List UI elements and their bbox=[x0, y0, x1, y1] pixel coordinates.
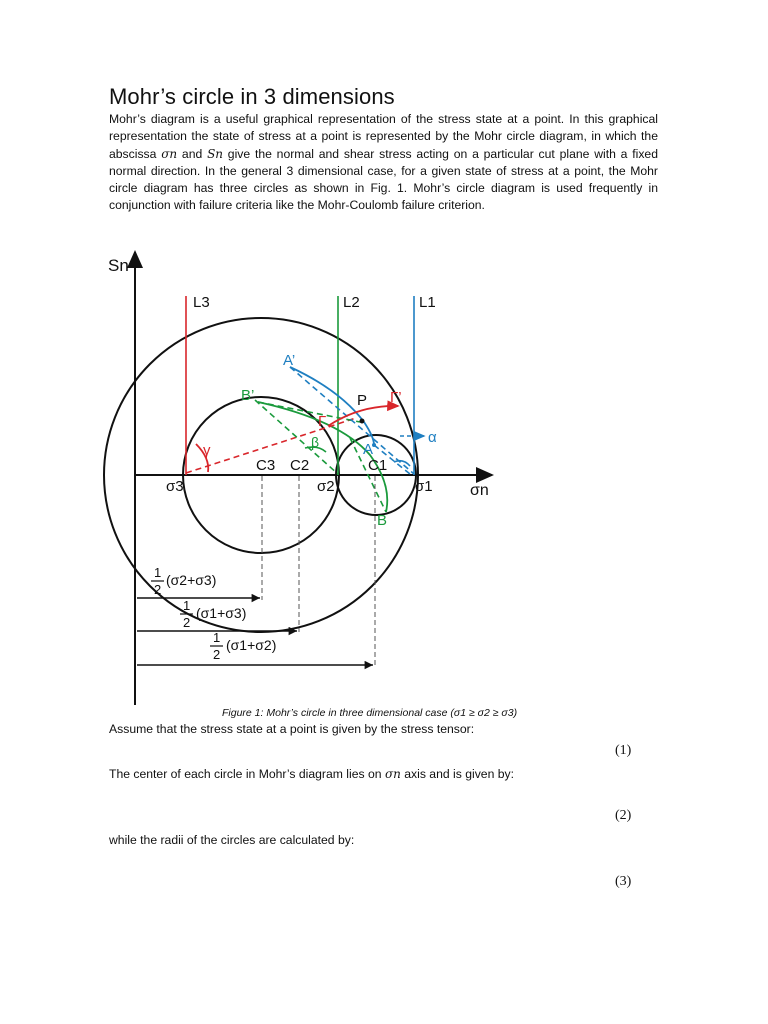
dimension-label-1 bbox=[151, 565, 216, 597]
label-P: P bbox=[357, 392, 368, 409]
dashed-green-line-2 bbox=[258, 402, 360, 422]
label-sigma1: σ1 bbox=[415, 478, 433, 495]
fraction-numerator: 1 bbox=[154, 565, 162, 580]
x-axis-label: σn bbox=[470, 482, 489, 499]
mohr-diagram bbox=[0, 240, 768, 710]
label-C3: C3 bbox=[256, 457, 276, 474]
angle-alpha-arc bbox=[394, 461, 410, 466]
center-text-1: The center of each circle in Mohr’s diagram lies on bbox=[109, 767, 385, 781]
equation-number-3: (3) bbox=[615, 874, 632, 889]
label-B: B bbox=[377, 512, 388, 529]
equation-number-2: (2) bbox=[615, 808, 632, 823]
dimension-expression-1: (σ2+σ3) bbox=[166, 572, 217, 588]
sigma-n-symbol: σn bbox=[161, 146, 178, 161]
intro-paragraph bbox=[109, 111, 658, 215]
label-C2: C2 bbox=[290, 457, 310, 474]
label-sigma2: σ2 bbox=[317, 478, 335, 495]
label-alpha: α bbox=[428, 429, 437, 446]
dimension-label-3 bbox=[210, 630, 276, 662]
dimension-expression-3: (σ1+σ2) bbox=[226, 637, 277, 653]
label-L1: L1 bbox=[419, 294, 436, 311]
label-Gamma-prime: Γ’ bbox=[390, 389, 402, 406]
fraction-numerator: 1 bbox=[183, 598, 191, 613]
point-P bbox=[360, 419, 365, 424]
label-L3: L3 bbox=[193, 294, 210, 311]
dimension-expression-2: (σ1+σ3) bbox=[196, 605, 247, 621]
figure-caption: Figure 1: Mohr’s circle in three dimensional case (σ1 ≥ σ2 ≥ σ3) bbox=[222, 707, 518, 719]
center-text-2: axis and is given by: bbox=[400, 767, 514, 781]
label-beta: β bbox=[311, 434, 320, 450]
equation-number-1: (1) bbox=[615, 743, 632, 758]
label-C1: C1 bbox=[368, 457, 388, 474]
label-L2: L2 bbox=[343, 294, 360, 311]
s-n-symbol: Sn bbox=[207, 146, 224, 161]
label-sigma3: σ3 bbox=[166, 478, 184, 495]
intro-text-3: give the normal and shear stress acting on a particular cut plane with a fixed normal direction. In the general 3 dimensional case, for a given state of stress at a point, the Mohr circle diagram has three circles as shown in Fig. 1. Mohr’s circle diagram is used frequently in conjunction with failure criteria like the Mohr-Coulomb failure criterion. bbox=[109, 146, 658, 213]
label-A-prime: A’ bbox=[283, 352, 296, 369]
sigma-n-symbol: σn bbox=[384, 767, 401, 781]
label-gamma: γ bbox=[203, 442, 211, 459]
label-Gamma: Γ bbox=[318, 413, 327, 430]
fraction-denominator: 2 bbox=[213, 647, 221, 662]
label-A: A bbox=[363, 441, 374, 458]
intro-text-1: Mohr’s diagram is a useful graphical representation of the stress state at a point. In this graphical representation the state of stress at a point is represented by the Mohr circle diagram, in which the abscissa bbox=[109, 112, 658, 161]
circle-center-paragraph bbox=[109, 767, 514, 781]
radii-paragraph: while the radii of the circles are calculated by: bbox=[109, 833, 355, 847]
y-axis-label: Sn bbox=[108, 256, 129, 275]
intro-text-2: and bbox=[177, 146, 208, 161]
label-B-prime: B’ bbox=[241, 387, 255, 404]
fraction-denominator: 2 bbox=[183, 615, 191, 630]
fraction-denominator: 2 bbox=[154, 582, 162, 597]
fraction-numerator: 1 bbox=[213, 630, 221, 645]
stress-tensor-paragraph: Assume that the stress state at a point is given by the stress tensor: bbox=[109, 722, 475, 736]
page-title: Mohr’s circle in 3 dimensions bbox=[109, 84, 395, 109]
